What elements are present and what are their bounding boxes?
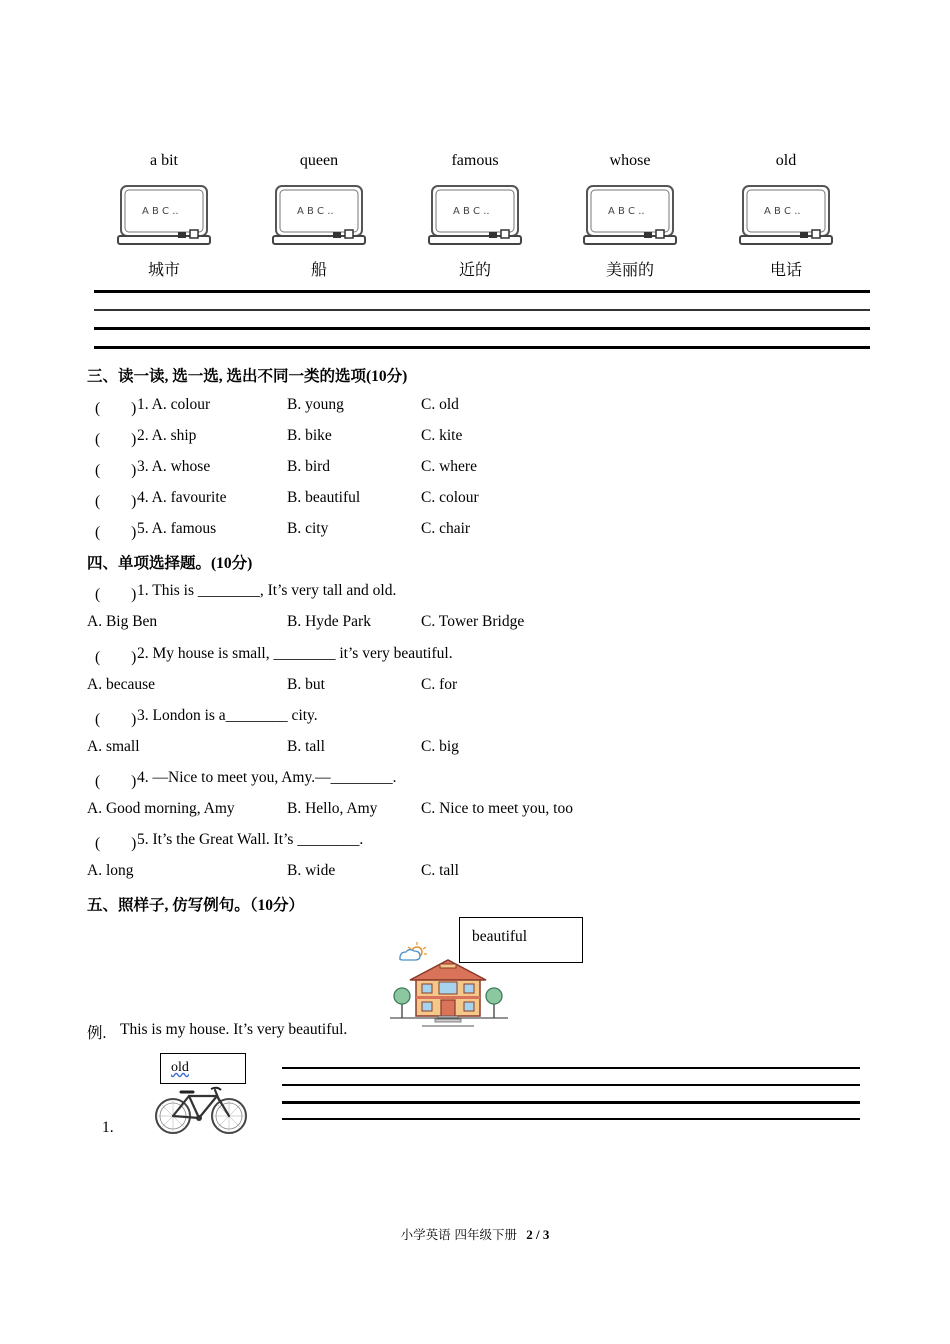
s4-q3-option-a: A. small	[87, 738, 140, 755]
answer-line	[282, 1101, 860, 1104]
footer-subject: 小学英语 四年级下册	[400, 1227, 518, 1242]
s4-q2-option-b: B. but	[287, 676, 325, 693]
s3-q2-option-c: C. kite	[421, 427, 463, 444]
answer-blank[interactable]: ( )	[95, 773, 137, 790]
vocab-chinese-2: 船	[310, 262, 327, 279]
s4-q5-option-a: A. long	[87, 862, 134, 879]
vocab-word-5: old	[775, 152, 797, 169]
answer-blank[interactable]: ( )	[95, 462, 137, 479]
s4-q1-option-a: A. Big Ben	[87, 613, 158, 630]
grid-line	[94, 346, 870, 349]
bicycle-icon	[153, 1084, 253, 1136]
s5-question-number: 1.	[102, 1119, 114, 1136]
vocab-chinese-3: 近的	[458, 262, 491, 279]
blackboard-icon-5	[738, 183, 834, 249]
vocab-chinese-1: 城市	[147, 262, 180, 279]
s3-q1-option-b: B. young	[287, 396, 344, 413]
answer-line	[282, 1084, 860, 1086]
s4-q4-option-c: C. Nice to meet you, too	[421, 800, 573, 817]
s3-q2-option-a: 2. A. ship	[137, 427, 197, 444]
blackboard-icon-3	[427, 183, 523, 249]
vocab-word-4: whose	[609, 152, 651, 169]
answer-blank[interactable]: ( )	[95, 586, 137, 603]
section-4-title: 四、单项选择题。(10分)	[87, 555, 253, 572]
house-icon	[388, 940, 510, 1030]
s4-q3-option-b: B. tall	[287, 738, 325, 755]
grid-line	[94, 309, 870, 311]
vocab-chinese-4: 美丽的	[605, 262, 654, 279]
board-letters: A B C ..	[764, 206, 801, 217]
s3-q4-option-b: B. beautiful	[287, 489, 361, 506]
s4-q3-option-c: C. big	[421, 738, 459, 755]
s4-q2-text: 2. My house is small, ________ it’s very beautiful.	[137, 645, 453, 662]
blackboard-icon-2	[271, 183, 367, 249]
q1-word-box	[160, 1053, 246, 1084]
s4-q4-text: 4. —Nice to meet you, Amy.—________.	[137, 769, 397, 786]
answer-blank[interactable]: ( )	[95, 711, 137, 728]
s3-q1-option-a: 1. A. colour	[137, 396, 211, 413]
answer-blank[interactable]: ( )	[95, 524, 137, 541]
answer-blank[interactable]: ( )	[95, 649, 137, 666]
vocab-chinese-5: 电话	[769, 262, 802, 279]
section-3-title: 三、读一读, 选一选, 选出不同一类的选项(10分)	[87, 368, 408, 385]
s3-q1-option-c: C. old	[421, 396, 459, 413]
s3-q5-option-c: C. chair	[421, 520, 471, 537]
s4-q2-option-a: A. because	[87, 676, 155, 693]
page-footer	[0, 1225, 950, 1243]
s4-q5-option-b: B. wide	[287, 862, 336, 879]
s4-q4-option-a: A. Good morning, Amy	[87, 800, 235, 817]
s4-q4-option-b: B. Hello, Amy	[287, 800, 378, 817]
answer-blank[interactable]: ( )	[95, 400, 137, 417]
answer-blank[interactable]: ( )	[95, 431, 137, 448]
s3-q2-option-b: B. bike	[287, 427, 332, 444]
s3-q3-option-b: B. bird	[287, 458, 331, 475]
s3-q4-option-c: C. colour	[421, 489, 479, 506]
blackboard-icon-1	[116, 183, 212, 249]
s4-q1-text: 1. This is ________, It’s very tall and old.	[137, 582, 397, 599]
section-5-title: 五、照样子, 仿写例句。（10分）	[87, 897, 305, 914]
s4-q1-option-c: C. Tower Bridge	[421, 613, 525, 630]
vocab-word-2: queen	[299, 152, 339, 169]
s3-q3-option-c: C. where	[421, 458, 477, 475]
s4-q1-option-b: B. Hyde Park	[287, 613, 371, 630]
s3-q4-option-a: 4. A. favourite	[137, 489, 227, 506]
answer-line	[282, 1118, 860, 1120]
s3-q5-option-a: 5. A. famous	[137, 520, 217, 537]
answer-blank[interactable]: ( )	[95, 835, 137, 852]
grid-line	[94, 327, 870, 330]
s4-q2-option-c: C. for	[421, 676, 458, 693]
vocab-word-1: a bit	[150, 152, 178, 169]
s4-q5-text: 5. It’s the Great Wall. It’s ________.	[137, 831, 364, 848]
board-letters: A B C ..	[453, 206, 490, 217]
s4-q3-text: 3. London is a________ city.	[137, 707, 318, 724]
q1-word: old	[171, 1060, 189, 1075]
s3-q3-option-a: 3. A. whose	[137, 458, 211, 475]
grid-line	[94, 290, 870, 293]
vocab-word-3: famous	[451, 152, 499, 169]
answer-line	[282, 1067, 860, 1069]
blackboard-icon-4	[582, 183, 678, 249]
example-sentence: This is my house. It’s very beautiful.	[120, 1021, 348, 1038]
s4-q5-option-c: C. tall	[421, 862, 459, 879]
s3-q5-option-b: B. city	[287, 520, 329, 537]
board-letters: A B C ..	[297, 206, 334, 217]
footer-page-number: 2 / 3	[526, 1227, 550, 1242]
board-letters: A B C ..	[142, 206, 179, 217]
answer-blank[interactable]: ( )	[95, 493, 137, 510]
board-letters: A B C ..	[608, 206, 645, 217]
example-label: 例.	[87, 1025, 107, 1042]
example-word: beautiful	[472, 928, 528, 945]
